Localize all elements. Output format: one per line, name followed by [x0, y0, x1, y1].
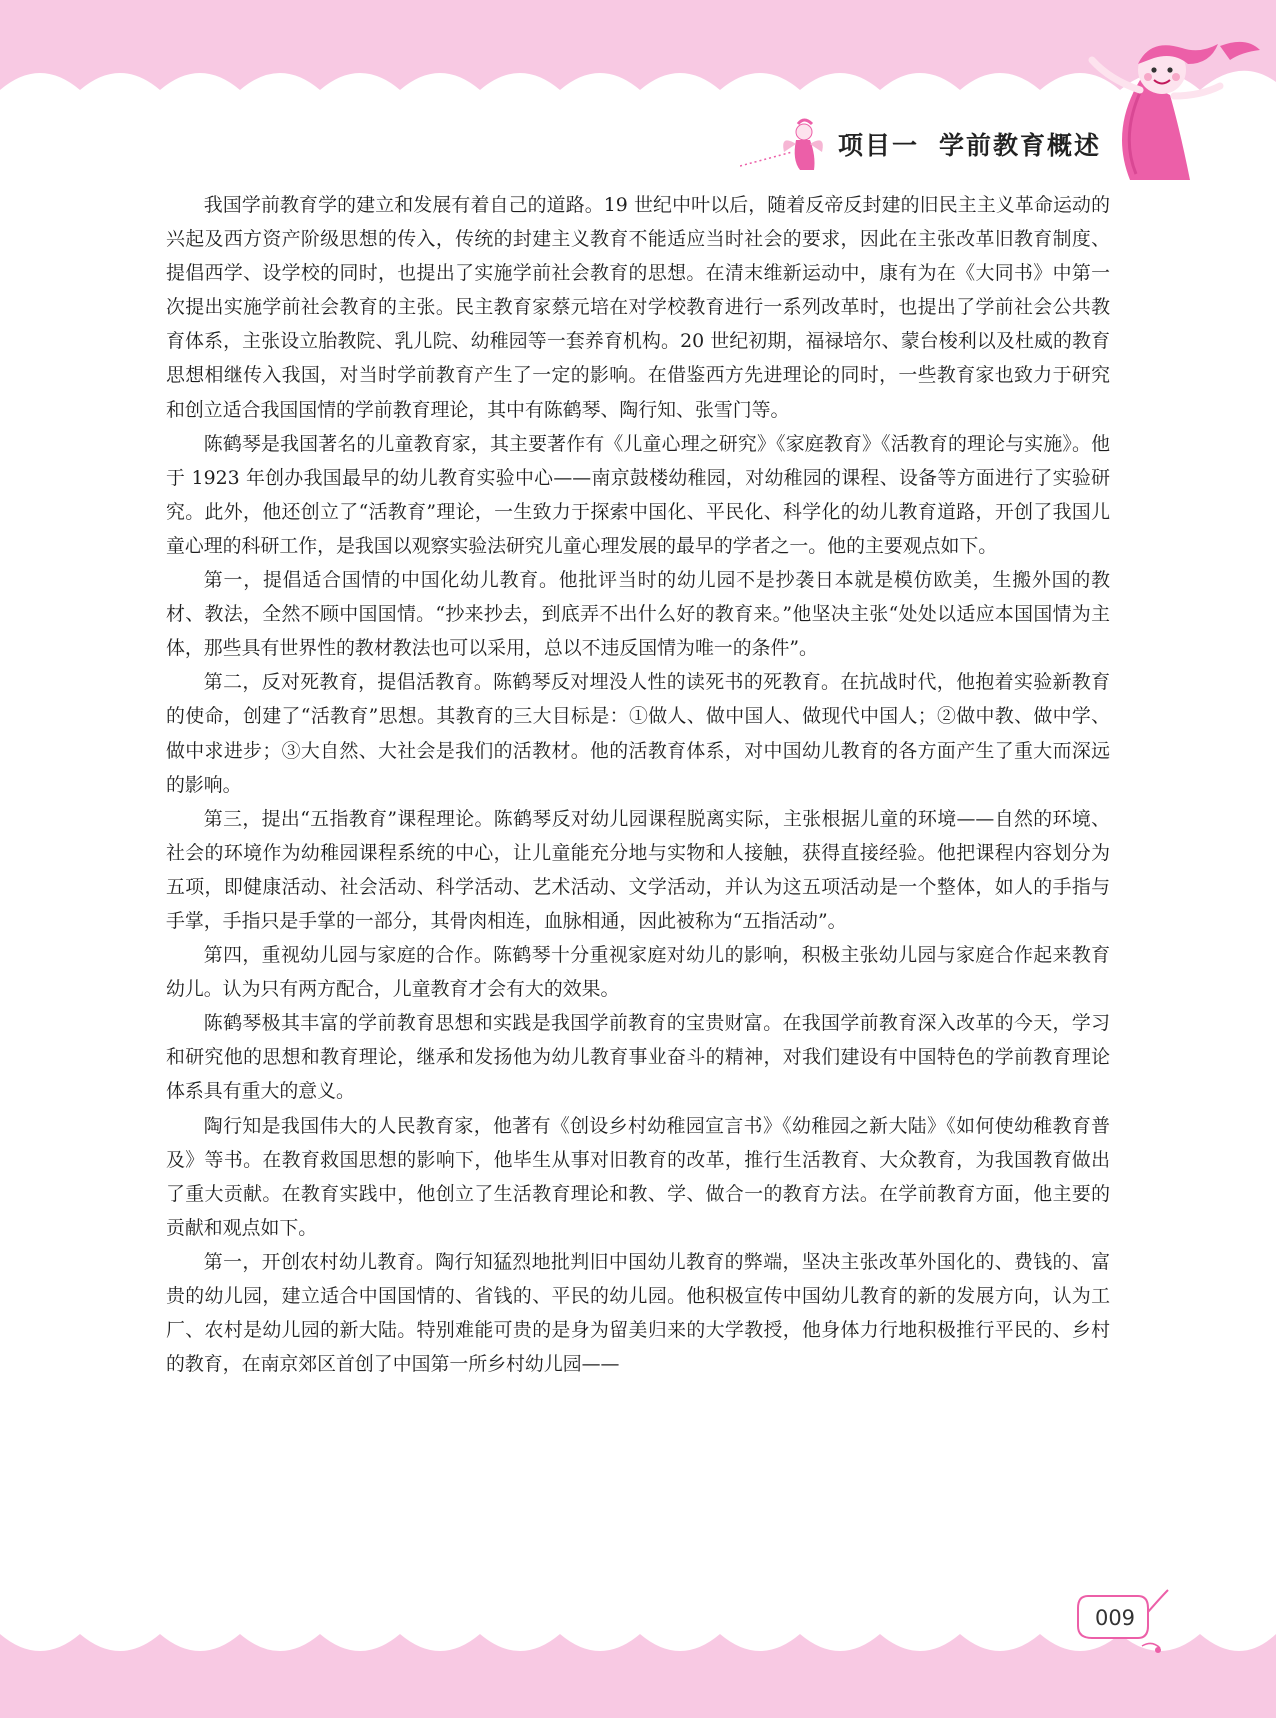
paragraph: 陶行知是我国伟大的人民教育家，他著有《创设乡村幼稚园宣言书》《幼稚园之新大陆》《如何使幼稚教育普及》等书。在教育救国思想的影响下，他毕生从事对旧教育的改革，推行生活教育、大众教育，为我国教育做出了重大贡献。在教育实践中，他创立了生活教育理论和教、学、做合一的教育方法。在学前教育方面，他主要的贡献和观点如下。	[166, 1114, 1110, 1239]
project-label: 项目一	[838, 131, 920, 160]
paragraph: 陈鹤琴是我国著名的儿童教育家，其主要著作有《儿童心理之研究》《家庭教育》《活教育的理论与实施》。他于 1923 年创办我国最早的幼儿教育实验中心——南京鼓楼幼稚园，对幼稚园的课程、设备等方面进行了实验研究。此外，他还创立了“活教育”理论，一生致力于探索中国化、平民化、科学化的幼儿教育道路，开创了我国儿童心理的科研工作，是我国以观察实验法研究儿童心理发展的最早的学者之一。他的主要观点如下。	[166, 432, 1110, 557]
running-header	[838, 126, 1101, 166]
body-text	[166, 188, 1110, 1381]
chapter-title: 学前教育概述	[939, 131, 1102, 160]
paragraph: 第二，反对死教育，提倡活教育。陈鹤琴反对埋没人性的读死书的死教育。在抗战时代，他抱着实验新教育的使命，创建了“活教育”思想。其教育的三大目标是：①做人、做中国人、做现代中国人；②做中教、做中学、做中求进步；③大自然、大社会是我们的活教材。他的活教育体系，对中国幼儿教育的各方面产生了重大而深远的影响。	[166, 671, 1110, 796]
paragraph: 第一，提倡适合国情的中国化幼儿教育。他批评当时的幼儿园不是抄袭日本就是模仿欧美，生搬外国的教材、教法，全然不顾中国国情。“抄来抄去，到底弄不出什么好的教育来。”他坚决主张“处处以适应本国国情为主体，那些具有世界性的教材教法也可以采用，总以不违反国情为唯一的条件”。	[166, 569, 1110, 660]
paragraph: 陈鹤琴极其丰富的学前教育思想和实践是我国学前教育的宝贵财富。在我国学前教育深入改革的今天，学习和研究他的思想和教育理论，继承和发扬他为幼儿教育事业奋斗的精神，对我们建设有中国特色的学前教育理论体系具有重大的意义。	[166, 1012, 1110, 1103]
paragraph: 我国学前教育学的建立和发展有着自己的道路。19 世纪中叶以后，随着反帝反封建的旧民主主义革命运动的兴起及西方资产阶级思想的传入，传统的封建主义教育不能适应当时社会的要求，因此在主张改革旧教育制度、提倡西学、设学校的同时，也提出了实施学前社会教育的思想。在清末维新运动中，康有为在《大同书》中第一次提出实施学前社会教育的主张。民主教育家蔡元培在对学校教育进行一系列改革时，也提出了学前社会公共教育体系，主张设立胎教院、乳儿院、幼稚园等一套养育机构。20 世纪初期，福禄培尔、蒙台梭利以及杜威的教育思想相继传入我国，对当时学前教育产生了一定的影响。在借鉴西方先进理论的同时，一些教育家也致力于研究和创立适合我国国情的学前教育理论，其中有陈鹤琴、陶行知、张雪门等。	[166, 194, 1110, 421]
paragraph: 第一，开创农村幼儿教育。陶行知猛烈地批判旧中国幼儿教育的弊端，坚决主张改革外国化的、费钱的、富贵的幼儿园，建立适合中国国情的、省钱的、平民的幼儿园。他积极宣传中国幼儿教育的新的发展方向，认为工厂、农村是幼儿园的新大陆。特别难能可贵的是身为留美归来的大学教授，他身体力行地积极推行平民的、乡村的教育，在南京郊区首创了中国第一所乡村幼儿园——	[166, 1250, 1110, 1376]
cartoon-girl-illustration	[1070, 40, 1270, 190]
fairy-illustration	[740, 118, 830, 178]
page-number: 009	[1094, 1606, 1136, 1630]
paragraph: 第四，重视幼儿园与家庭的合作。陈鹤琴十分重视家庭对幼儿的影响，积极主张幼儿园与家庭合作起来教育幼儿。认为只有两方配合，儿童教育才会有大的效果。	[166, 944, 1110, 1001]
paragraph: 第三，提出“五指教育”课程理论。陈鹤琴反对幼儿园课程脱离实际，主张根据儿童的环境——自然的环境、社会的环境作为幼稚园课程系统的中心，让儿童能充分地与实物和人接触，获得直接经验。他把课程内容划分为五项，即健康活动、社会活动、科学活动、艺术活动、文学活动，并认为这五项活动是一个整体，如人的手指与手掌，手指只是手掌的一部分，其骨肉相连，血脉相通，因此被称为“五指活动”。	[166, 807, 1110, 932]
